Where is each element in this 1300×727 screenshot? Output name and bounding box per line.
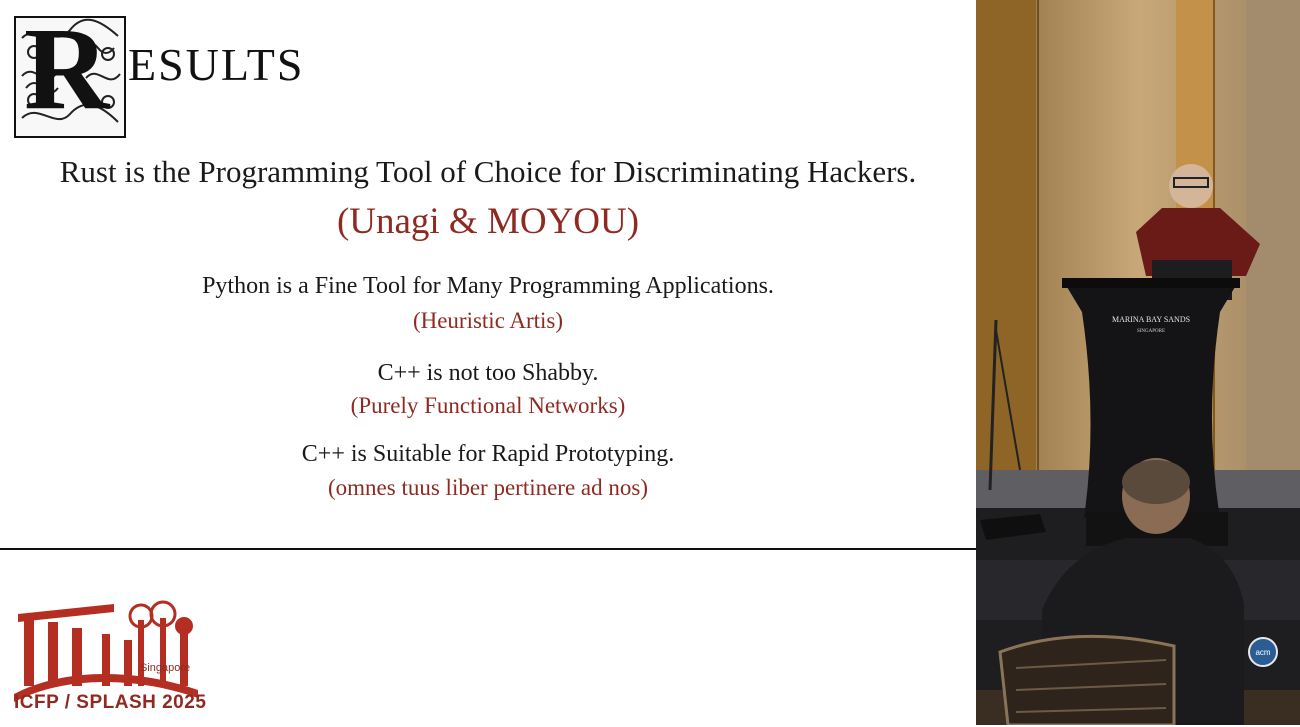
conference-branding-strip xyxy=(0,548,976,727)
podium-brand: MARINA BAY SANDS xyxy=(1111,315,1191,324)
result-line-python: Python is a Fine Tool for Many Programming Applications. xyxy=(202,273,774,299)
slide-title-text: ESULTS xyxy=(128,39,305,90)
result-team-rust: (Unagi & MOYOU) xyxy=(336,201,640,242)
result-line-cpp-prototyping: C++ is Suitable for Rapid Prototyping. xyxy=(301,441,675,467)
speaker-video-feed xyxy=(976,0,1300,725)
conference-name: ICFP / SPLASH 2025 xyxy=(14,692,207,713)
acm-badge: acm xyxy=(1248,637,1278,667)
podium-city: SINGAPORE xyxy=(1136,329,1166,334)
result-line-rust: Rust is the Programming Tool of Choice for Discriminating Hackers. xyxy=(59,154,917,189)
conference-location: Singapore xyxy=(140,662,191,674)
result-line-cpp-shabby: C++ is not too Shabby. xyxy=(377,360,599,386)
ornamental-dropcap xyxy=(14,3,126,138)
result-team-cpp-prototyping: (omnes tuus liber pertinere ad nos) xyxy=(328,475,648,500)
speaker-video-scene xyxy=(976,0,1300,725)
dropcap-letter: R xyxy=(24,3,110,134)
slide-title xyxy=(14,3,414,138)
result-team-python: (Heuristic Artis) xyxy=(412,308,564,333)
result-team-cpp-shabby: (Purely Functional Networks) xyxy=(350,393,626,418)
